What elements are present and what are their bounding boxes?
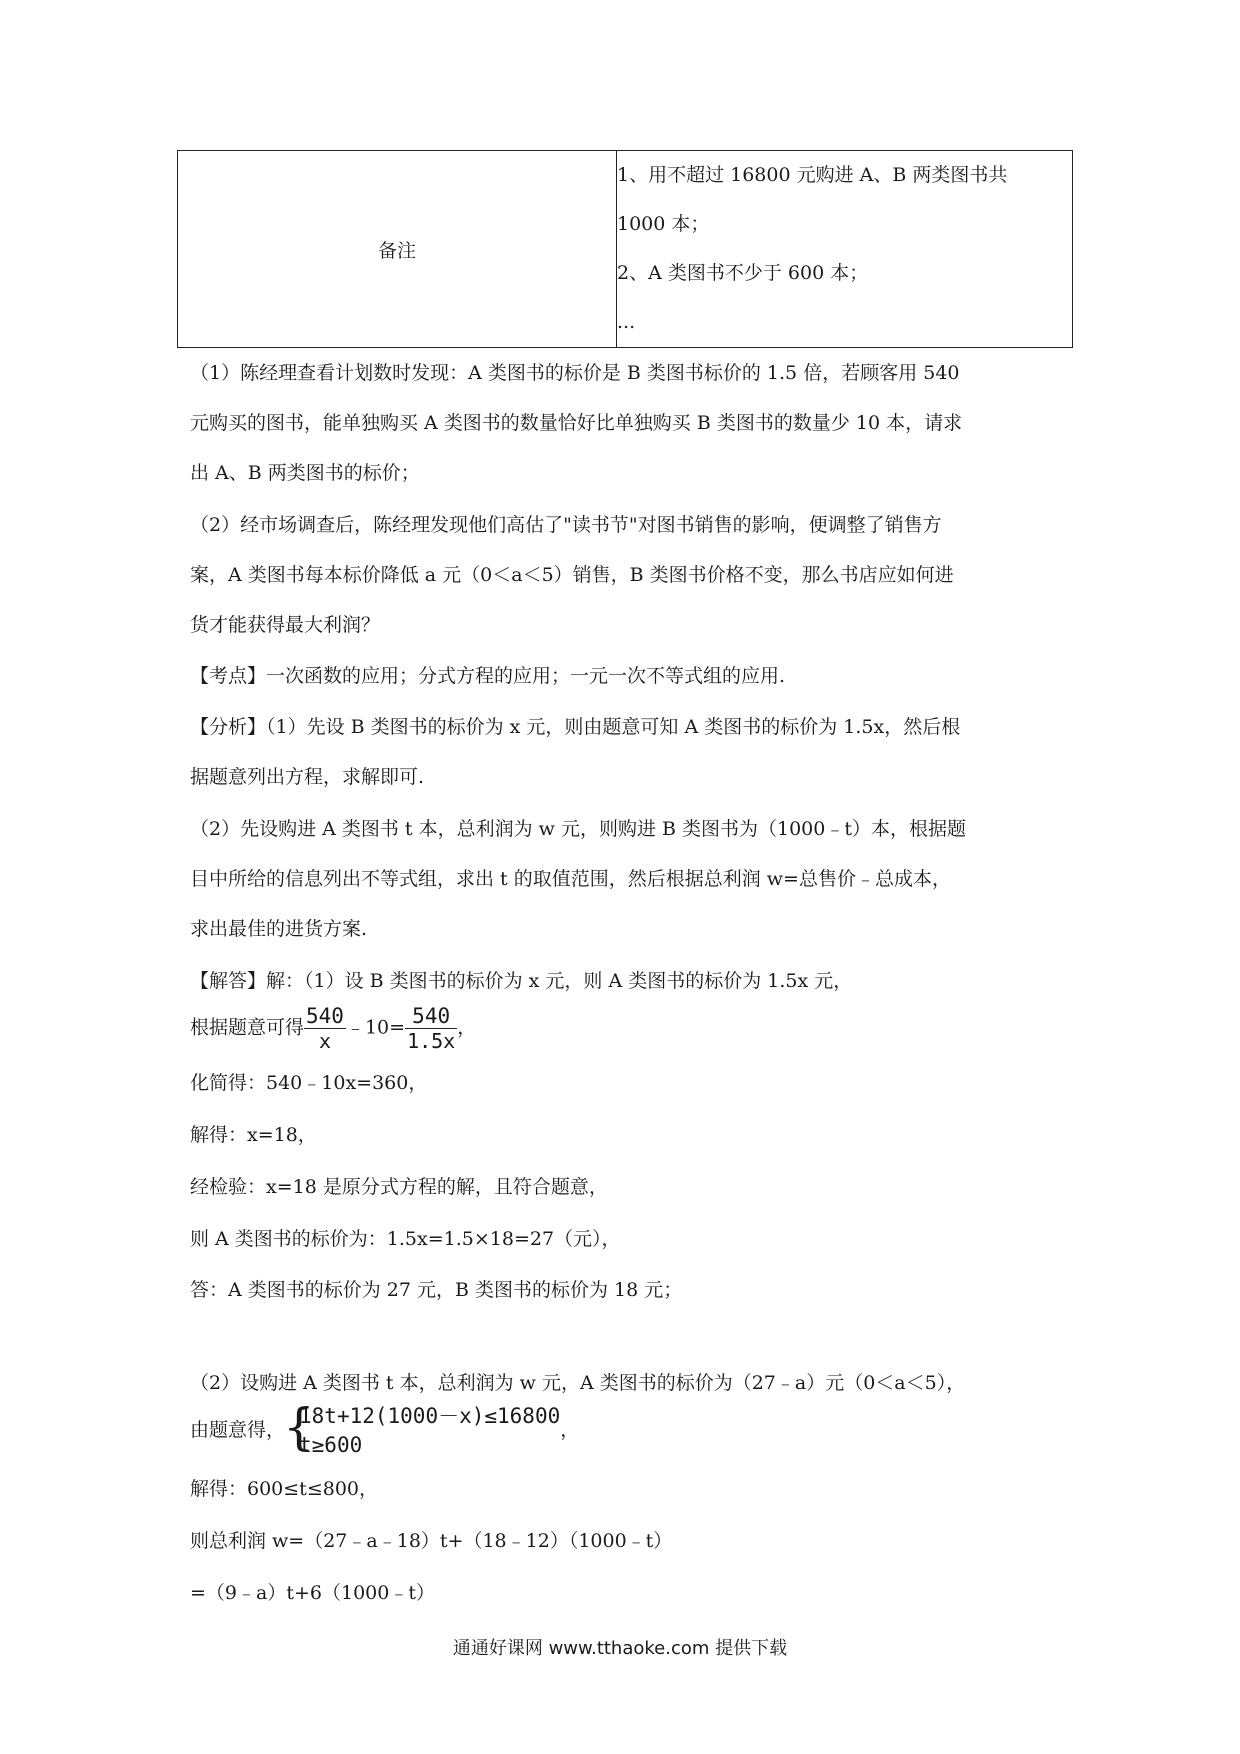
system-prefix: 由题意得， [190, 1419, 286, 1441]
fraction-numerator: 540 [306, 1004, 344, 1028]
solution-part2-line-4: 则总利润 w=（27﹣a﹣18）t+（18﹣12）（1000﹣t） [190, 1530, 673, 1552]
solution-line-4: 解得：x=18， [190, 1124, 317, 1146]
question-1-line-1: （1）陈经理查看计划数时发现：A 类图书的标价是 B 类图书标价的 1.5 倍，若顾客用 540 [190, 362, 960, 384]
analysis-line-4: 目中所给的信息列出不等式组，求出 t 的取值范围，然后根据总利润 w=总售价﹣总成本， [190, 868, 951, 890]
solution-line-5: 经检验：x=18 是原分式方程的解，且符合题意， [190, 1176, 608, 1198]
question-1-line-2: 元购买的图书，能单独购买 A 类图书的数量恰好比单独购买 B 类图书的数量少 10 本，请求 [190, 412, 963, 434]
fraction-540-over-x [304, 1004, 346, 1053]
solution-part2-line-3: 解得：600≤t≤800， [190, 1478, 379, 1500]
fraction-540-over-1.5x [405, 1004, 457, 1053]
notes-line-2: 1000 本； [617, 213, 710, 235]
question-2-line-2: 案，A 类图书每本标价降低 a 元（0＜a＜5）销售，B 类图书价格不变，那么书店应如何进 [190, 564, 954, 586]
notes-line-4: ... [617, 311, 636, 333]
question-2-line-3: 货才能获得最大利润？ [190, 614, 381, 636]
notes-content-cell [617, 151, 1073, 348]
solution-line-3: 化简得：540﹣10x=360， [190, 1072, 428, 1094]
notes-table [177, 150, 1073, 348]
system-row-1: 18t+12(1000－x)≤16800 [299, 1404, 561, 1428]
kaodian-line: 【考点】一次函数的应用；分式方程的应用；一元一次不等式组的应用. [190, 665, 786, 687]
analysis-line-2: 据题意列出方程，求解即可. [190, 766, 425, 788]
left-brace-icon: { [283, 1398, 315, 1456]
notes-label-cell [178, 151, 617, 348]
page-footer: 通通好课网 www.tthaoke.com 提供下载 [452, 1638, 788, 1659]
fraction-numerator: 540 [405, 1004, 457, 1029]
solution-part2-line-1: （2）设购进 A 类图书 t 本，总利润为 w 元，A 类图书的标价为（27﹣a）元（0＜a＜5）， [190, 1372, 966, 1394]
equation-suffix: ， [457, 1016, 477, 1039]
system-suffix: ， [560, 1419, 580, 1441]
inequality-system-line [190, 1398, 580, 1460]
question-2-line-1: （2）经市场调查后，陈经理发现他们高估了"读书节"对图书销售的影响，便调整了销售方 [190, 514, 942, 536]
equation-middle: ﹣10= [345, 1016, 406, 1039]
analysis-line-1: 【分析】（1）先设 B 类图书的标价为 x 元，则由题意可知 A 类图书的标价为 1.5x，然后根 [190, 716, 961, 738]
equation-prefix: 根据题意可得 [190, 1016, 305, 1039]
fraction-denominator: 1.5x [407, 1029, 456, 1053]
inequality-system [283, 1398, 561, 1460]
fraction-denominator: x [318, 1029, 331, 1053]
solution-equation [190, 1004, 476, 1053]
question-1-line-3: 出 A、B 两类图书的标价； [190, 462, 420, 484]
analysis-line-5: 求出最佳的进货方案. [190, 918, 368, 940]
solution-line-6: 则 A 类图书的标价为：1.5x=1.5×18=27（元）， [190, 1228, 621, 1250]
solution-line-7: 答：A 类图书的标价为 27 元，B 类图书的标价为 18 元； [190, 1279, 683, 1301]
solution-part2-line-5: =（9﹣a）t+6（1000﹣t） [190, 1582, 435, 1604]
notes-line-1: 1、用不超过 16800 元购进 A、B 两类图书共 [617, 164, 1008, 186]
system-row-2: t≥600 [299, 1433, 363, 1457]
analysis-line-3: （2）先设购进 A 类图书 t 本，总利润为 w 元，则购进 B 类图书为（1000﹣t）本，根据题 [190, 818, 966, 840]
notes-line-3: 2、A 类图书不少于 600 本； [617, 262, 869, 284]
notes-label: 备注 [377, 239, 416, 262]
solution-line-1: 【解答】解：（1）设 B 类图书的标价为 x 元，则 A 类图书的标价为 1.5x 元， [190, 970, 853, 992]
